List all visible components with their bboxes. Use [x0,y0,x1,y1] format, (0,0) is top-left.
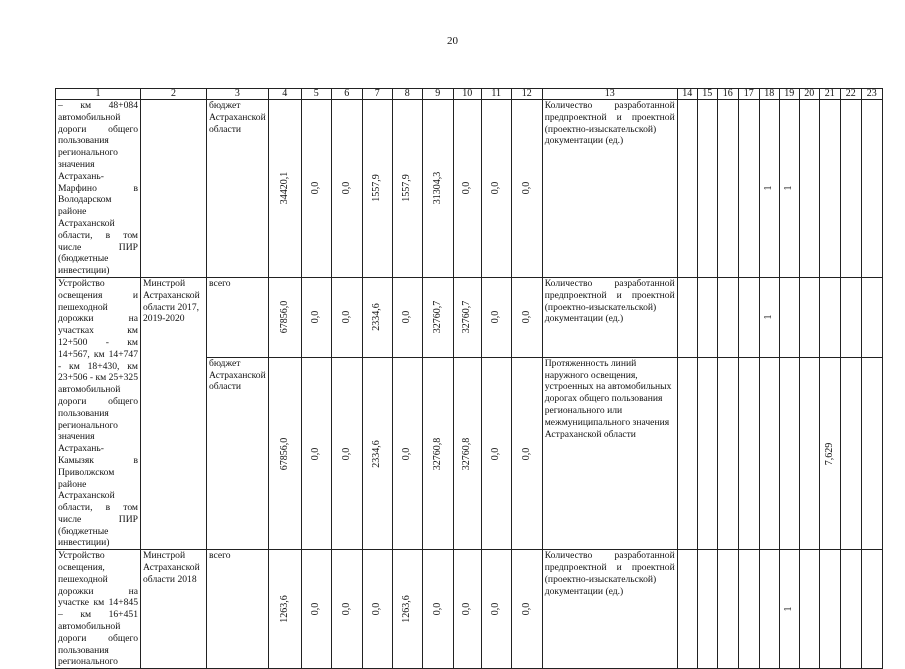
header-cell: 5 [301,89,331,100]
value-cell-10 [453,357,481,549]
value-cell-8 [392,100,422,278]
empty-cell [738,357,759,549]
empty-cell [697,357,717,549]
header-cell: 20 [799,89,819,100]
indicator-cell: Количество разработанной предпроектной и проектной (проектно-изыскательской) документации (ед.) [542,277,677,357]
value-cell-11 [481,550,511,669]
value-text: 0,0 [490,603,502,616]
value-text: 0,0 [340,447,352,460]
value-text: 0,0 [401,311,413,324]
empty-cell [861,357,882,549]
funding-source: всего [207,277,269,357]
header-cell: 10 [453,89,481,100]
value-cell-12 [511,357,542,549]
header-cell: 19 [779,89,799,100]
activity-description: Устройство освещения и пешеходной дорожки на участках км 12+500 - км 14+567, км 14+747 - км 18+430, км 23+506 - км 25+325 автомобильной дороги общего пользования регионального значения Астрахань-Камызяк в Приволжском районе Астраханской области, в том числе ПИР (бюджетные инвестиции) [56,277,141,549]
value-text: 0,0 [340,603,352,616]
value-cell-9 [422,100,453,278]
empty-cell [717,277,738,357]
empty-cell [840,100,861,278]
value-text: 32760,8 [461,437,473,470]
value-text: 32760,7 [461,301,473,334]
page-number: 20 [447,35,458,47]
table-row [56,100,883,278]
value-text: 0,0 [520,603,532,616]
funding-source: бюджет Астраханской области [207,100,269,278]
value-text: 1 [783,606,795,612]
value-text: 67856,0 [278,437,290,470]
empty-cell [840,277,861,357]
value-cell-21 [819,357,840,549]
value-text: 0,0 [371,603,383,616]
value-cell-18 [759,550,779,669]
value-text: 0,0 [490,182,502,195]
activity-description: – км 48+084 автомобильной дороги общего пользования регионального значения Астрахань-Марфино в Володарском районе Астраханской области, в том числе ПИР (бюджетные инвестиции) [56,100,141,278]
empty-cell [861,277,882,357]
value-text: 0,0 [461,182,473,195]
funding-source: бюджет Астраханской области [207,357,269,549]
value-text: 1 [763,314,775,320]
table-row [56,277,883,357]
value-cell-18 [759,100,779,278]
value-text: 32760,7 [431,301,443,334]
value-cell-11 [481,100,511,278]
empty-cell [738,550,759,669]
value-text: 0,0 [520,182,532,195]
value-cell-18 [759,277,779,357]
value-text: 1263,6 [401,595,413,624]
value-text: 2334,6 [371,303,383,332]
value-cell-10 [453,550,481,669]
value-cell-5 [301,357,331,549]
value-cell-11 [481,357,511,549]
value-cell-21 [819,550,840,669]
indicator-cell: Количество разработанной предпроектной и проектной (проектно-изыскательской) документации (ед.) [542,100,677,278]
value-text: 1 [783,185,795,191]
header-cell: 6 [331,89,362,100]
header-cell: 14 [677,89,697,100]
indicator-cell: Протяженность линий наружного освещения, устроенных на автомобильных дорогах общего пользования регионального или межмуниципального значения Астраханской области [542,357,677,549]
value-text: 0,0 [490,311,502,324]
value-cell-6 [331,550,362,669]
value-cell-6 [331,277,362,357]
value-cell-9 [422,277,453,357]
value-text: 34420,1 [278,172,290,205]
value-text: 0,0 [461,603,473,616]
empty-cell [697,277,717,357]
value-text: 2334,6 [371,439,383,468]
value-cell-7 [362,277,392,357]
value-text: 7,629 [823,442,835,465]
header-cell: 8 [392,89,422,100]
activity-description: Устройство освещения, пешеходной дорожки на участке км 14+845 – км 16+451 автомобильной дороги общего пользования регионального [56,550,141,669]
header-cell: 12 [511,89,542,100]
value-cell-12 [511,100,542,278]
value-text: 31304,3 [431,172,443,205]
header-cell: 3 [207,89,269,100]
header-cell: 7 [362,89,392,100]
header-cell: 1 [56,89,141,100]
empty-cell [861,100,882,278]
value-text: 1 [763,185,775,191]
executor-cell: Минстрой Астраханской области 2018 [141,550,207,669]
empty-cell [840,550,861,669]
value-cell-5 [301,277,331,357]
value-cell-21 [819,100,840,278]
empty-cell [799,550,819,669]
header-cell: 2 [141,89,207,100]
value-cell-9 [422,550,453,669]
header-cell: 17 [738,89,759,100]
empty-cell [677,357,697,549]
empty-cell [799,357,819,549]
header-cell: 4 [268,89,301,100]
value-cell-21 [819,277,840,357]
value-cell-8 [392,550,422,669]
header-cell: 22 [840,89,861,100]
header-cell: 13 [542,89,677,100]
value-cell-8 [392,357,422,549]
value-cell-7 [362,357,392,549]
header-cell: 21 [819,89,840,100]
value-cell-19 [779,550,799,669]
value-text: 0,0 [431,603,443,616]
empty-cell [799,277,819,357]
value-cell-10 [453,100,481,278]
value-text: 0,0 [490,447,502,460]
value-text: 1557,9 [401,174,413,203]
value-cell-19 [779,277,799,357]
value-cell-4 [268,100,301,278]
value-text: 1263,6 [278,595,290,624]
value-text: 0,0 [340,311,352,324]
value-cell-9 [422,357,453,549]
funding-source: всего [207,550,269,669]
value-cell-6 [331,100,362,278]
value-text: 0,0 [340,182,352,195]
executor-cell: Минстрой Астраханской области 2017, 2019-2020 [141,277,207,549]
value-cell-4 [268,277,301,357]
value-text: 67856,0 [278,301,290,334]
value-cell-12 [511,550,542,669]
empty-cell [677,100,697,278]
empty-cell [861,550,882,669]
empty-cell [677,277,697,357]
value-cell-7 [362,550,392,669]
value-cell-19 [779,357,799,549]
empty-cell [717,550,738,669]
value-cell-12 [511,277,542,357]
executor-cell [141,100,207,278]
value-cell-19 [779,100,799,278]
value-text: 1557,9 [371,174,383,203]
header-cell: 23 [861,89,882,100]
value-text: 0,0 [310,603,322,616]
value-cell-5 [301,100,331,278]
table-row [56,550,883,669]
value-text: 0,0 [310,311,322,324]
value-cell-8 [392,277,422,357]
value-cell-10 [453,277,481,357]
value-text: 0,0 [401,447,413,460]
header-cell: 18 [759,89,779,100]
value-text: 0,0 [520,447,532,460]
empty-cell [717,100,738,278]
header-row [56,89,883,100]
header-cell: 11 [481,89,511,100]
indicator-cell: Количество разработанной предпроектной и проектной (проектно-изыскательской) документации (ед.) [542,550,677,669]
value-cell-4 [268,357,301,549]
empty-cell [717,357,738,549]
empty-cell [697,100,717,278]
empty-cell [738,100,759,278]
header-cell: 15 [697,89,717,100]
header-cell: 9 [422,89,453,100]
empty-cell [799,100,819,278]
empty-cell [738,277,759,357]
value-cell-7 [362,100,392,278]
value-cell-5 [301,550,331,669]
header-cell: 16 [717,89,738,100]
empty-cell [697,550,717,669]
value-text: 0,0 [310,447,322,460]
value-text: 32760,8 [431,437,443,470]
value-text: 0,0 [520,311,532,324]
empty-cell [677,550,697,669]
value-cell-6 [331,357,362,549]
value-cell-18 [759,357,779,549]
empty-cell [840,357,861,549]
value-text: 0,0 [310,182,322,195]
budget-table [55,88,883,669]
value-cell-4 [268,550,301,669]
value-cell-11 [481,277,511,357]
